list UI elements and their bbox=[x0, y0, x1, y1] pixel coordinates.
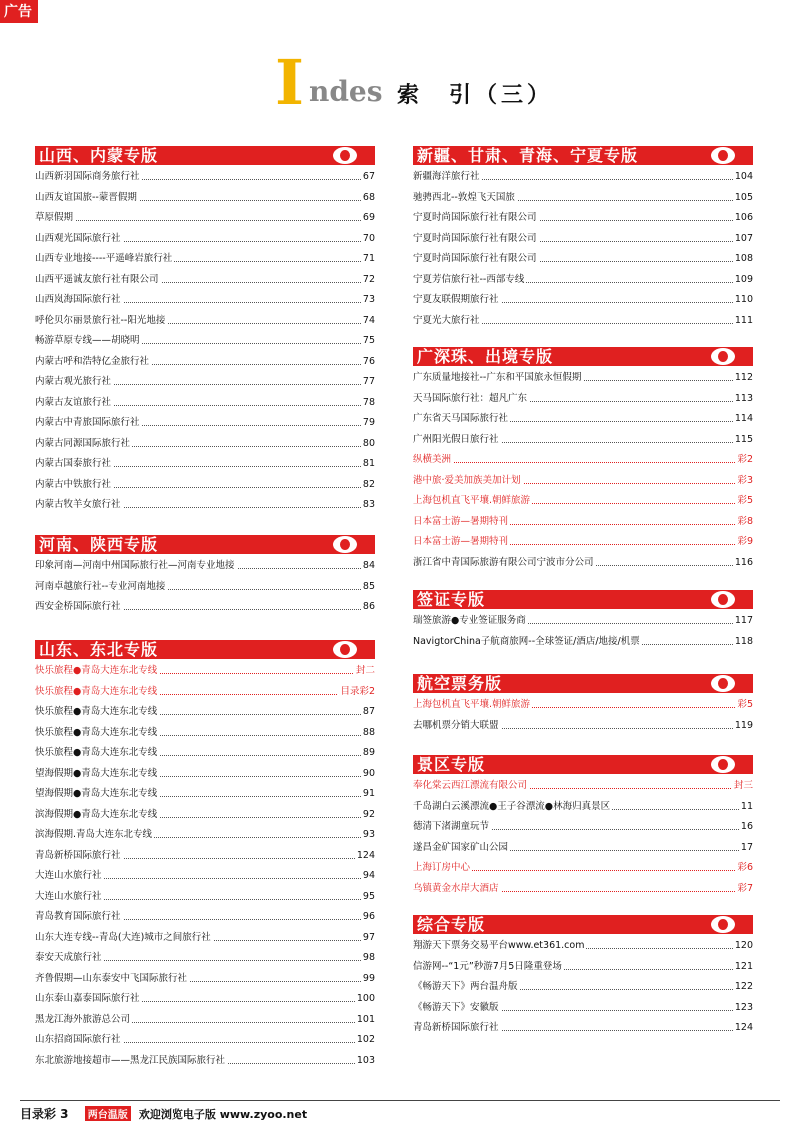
entry-page: 98 bbox=[361, 948, 375, 969]
index-entry[interactable] bbox=[413, 532, 753, 553]
index-list bbox=[35, 167, 375, 516]
entry-page: 82 bbox=[361, 475, 375, 496]
entry-page: 封三 bbox=[732, 776, 753, 797]
entry-name: 东北旅游地接超市——黑龙江民族国际旅行社 bbox=[35, 1051, 227, 1072]
index-entry[interactable] bbox=[35, 989, 375, 1010]
entry-name: 内蒙古友谊旅行社 bbox=[35, 393, 113, 414]
index-entry[interactable] bbox=[413, 270, 753, 291]
index-entry[interactable] bbox=[413, 838, 753, 859]
entry-name: 宁夏时尚国际旅行社有限公司 bbox=[413, 249, 539, 270]
index-entry[interactable] bbox=[413, 776, 753, 797]
page-title bbox=[275, 46, 575, 119]
index-entry[interactable] bbox=[413, 368, 753, 389]
index-entry[interactable] bbox=[413, 311, 753, 332]
index-list bbox=[413, 611, 753, 652]
index-list bbox=[35, 556, 375, 618]
entry-page: 123 bbox=[733, 998, 753, 1019]
section bbox=[413, 674, 753, 736]
entry-page: 彩5 bbox=[735, 695, 753, 716]
index-entry[interactable] bbox=[35, 577, 375, 598]
entry-name: 遂昌金矿国家矿山公园 bbox=[413, 838, 510, 859]
entry-page: 彩7 bbox=[735, 879, 753, 900]
entry-page: 106 bbox=[733, 208, 753, 229]
section-title: 综合专版 bbox=[417, 915, 486, 934]
entry-page: 16 bbox=[739, 817, 753, 838]
entry-name: 内蒙古中青旅国际旅行社 bbox=[35, 413, 142, 434]
entry-page: 彩9 bbox=[735, 532, 753, 553]
entry-name: 山西岚海国际旅行社 bbox=[35, 290, 123, 311]
entry-page: 95 bbox=[361, 887, 375, 908]
entry-name: 畅游草原专线——胡晓明 bbox=[35, 331, 142, 352]
index-entry[interactable] bbox=[35, 393, 375, 414]
entry-page: 114 bbox=[733, 409, 753, 430]
entry-name: 上海包机直飞平壤.朝鲜旅游 bbox=[413, 695, 532, 716]
entry-name: 内蒙古呼和浩特亿金旅行社 bbox=[35, 352, 151, 373]
index-entry[interactable] bbox=[35, 764, 375, 785]
index-entry[interactable] bbox=[413, 858, 753, 879]
entry-name: 德清下渚湖童玩节 bbox=[413, 817, 491, 838]
index-entry[interactable] bbox=[35, 188, 375, 209]
entry-page: 彩8 bbox=[735, 512, 753, 533]
index-entry[interactable] bbox=[35, 969, 375, 990]
entry-name: 快乐旅程●青岛大连东北专线 bbox=[35, 723, 159, 744]
section bbox=[35, 640, 375, 1071]
index-list bbox=[413, 776, 753, 899]
section-header bbox=[413, 674, 753, 693]
entry-name: 广东质量地接社--广东和平国旅永恒假期 bbox=[413, 368, 583, 389]
entry-page: 75 bbox=[361, 331, 375, 352]
index-entry[interactable] bbox=[35, 454, 375, 475]
index-entry[interactable] bbox=[413, 249, 753, 270]
entry-page: 92 bbox=[361, 805, 375, 826]
index-list bbox=[413, 167, 753, 331]
index-entry[interactable] bbox=[413, 797, 753, 818]
entry-page: 68 bbox=[361, 188, 375, 209]
index-entry[interactable] bbox=[35, 290, 375, 311]
entry-name: 快乐旅程●青岛大连东北专线 bbox=[35, 661, 159, 682]
index-entry[interactable] bbox=[413, 879, 753, 900]
entry-page: 11 bbox=[739, 797, 753, 818]
index-entry[interactable] bbox=[413, 208, 753, 229]
section-title: 签证专版 bbox=[417, 590, 486, 609]
entry-page: 72 bbox=[361, 270, 375, 291]
footer-divider bbox=[20, 1100, 780, 1101]
entry-page: 彩2 bbox=[735, 450, 753, 471]
entry-name: 《畅游天下》安徽版 bbox=[413, 998, 501, 1019]
entry-name: NavigtorChina子航商旅网--全球签证/酒店/地接/机票 bbox=[413, 632, 642, 653]
entry-name: 山东招商国际旅行社 bbox=[35, 1030, 123, 1051]
entry-page: 96 bbox=[361, 907, 375, 928]
section-header bbox=[413, 590, 753, 609]
index-entry[interactable] bbox=[35, 475, 375, 496]
index-entry[interactable] bbox=[413, 998, 753, 1019]
index-entry[interactable] bbox=[413, 632, 753, 653]
index-entry[interactable] bbox=[413, 957, 753, 978]
section-ball-icon bbox=[333, 641, 357, 658]
index-entry[interactable] bbox=[35, 1010, 375, 1031]
index-entry[interactable] bbox=[35, 805, 375, 826]
entry-name: 天马国际旅行社：超凡广东 bbox=[413, 389, 529, 410]
footer-page: 目录彩 3 bbox=[20, 1107, 69, 1121]
section-header bbox=[413, 915, 753, 934]
entry-name: 草原假期 bbox=[35, 208, 75, 229]
section-title: 山西、内蒙专版 bbox=[39, 146, 159, 165]
index-entry[interactable] bbox=[35, 249, 375, 270]
entry-name: 乌镇黄金水岸大酒店 bbox=[413, 879, 501, 900]
index-entry[interactable] bbox=[35, 846, 375, 867]
entry-name: 大连山水旅行社 bbox=[35, 887, 104, 908]
section-ball-icon bbox=[711, 916, 735, 933]
section-ball-icon bbox=[711, 147, 735, 164]
entry-page: 74 bbox=[361, 311, 375, 332]
index-entry[interactable] bbox=[35, 495, 375, 516]
index-entry[interactable] bbox=[413, 695, 753, 716]
entry-page: 90 bbox=[361, 764, 375, 785]
entry-page: 103 bbox=[355, 1051, 375, 1072]
section-title: 景区专版 bbox=[417, 755, 486, 774]
entry-name: 信游网--“1元”秒游7月5日隆重登场 bbox=[413, 957, 564, 978]
entry-name: 青岛新桥国际旅行社 bbox=[35, 846, 123, 867]
section bbox=[35, 146, 375, 516]
entry-page: 124 bbox=[355, 846, 375, 867]
index-entry[interactable] bbox=[35, 702, 375, 723]
entry-page: 105 bbox=[733, 188, 753, 209]
entry-name: 港中旅·爱美加族美加计划 bbox=[413, 471, 523, 492]
entry-page: 100 bbox=[355, 989, 375, 1010]
entry-name: 上海包机直飞平壤.朝鲜旅游 bbox=[413, 491, 532, 512]
entry-name: 山东大连专线--青岛(大连)城市之间旅行社 bbox=[35, 928, 213, 949]
entry-page: 119 bbox=[733, 716, 753, 737]
index-entry[interactable] bbox=[35, 556, 375, 577]
title-rest: ndes bbox=[309, 75, 383, 108]
section-ball-icon bbox=[333, 536, 357, 553]
index-entry[interactable] bbox=[413, 716, 753, 737]
entry-name: 泰安天成旅行社 bbox=[35, 948, 104, 969]
entry-page: 73 bbox=[361, 290, 375, 311]
section-ball-icon bbox=[711, 756, 735, 773]
entry-name: 翔游天下票务交易平台www.et361.com bbox=[413, 936, 586, 957]
entry-name: 山西平遥诚友旅行社有限公司 bbox=[35, 270, 161, 291]
entry-page: 113 bbox=[733, 389, 753, 410]
entry-name: 日本富士游—暑期特刊 bbox=[413, 512, 510, 533]
entry-name: 日本富士游—暑期特刊 bbox=[413, 532, 510, 553]
entry-page: 67 bbox=[361, 167, 375, 188]
section-title: 河南、陕西专版 bbox=[39, 535, 159, 554]
entry-name: 浙江省中青国际旅游有限公司宁波市分公司 bbox=[413, 553, 596, 574]
index-entry[interactable] bbox=[35, 907, 375, 928]
index-entry[interactable] bbox=[35, 208, 375, 229]
index-entry[interactable] bbox=[35, 597, 375, 618]
entry-name: 宁夏时尚国际旅行社有限公司 bbox=[413, 208, 539, 229]
entry-name: 山东泰山嘉泰国际旅行社 bbox=[35, 989, 142, 1010]
ad-label: 广告 bbox=[0, 0, 38, 23]
entry-name: 宁夏芳信旅行社--西部专线 bbox=[413, 270, 526, 291]
section-header bbox=[35, 535, 375, 554]
entry-page: 85 bbox=[361, 577, 375, 598]
entry-page: 122 bbox=[733, 977, 753, 998]
entry-page: 彩5 bbox=[735, 491, 753, 512]
entry-page: 彩3 bbox=[735, 471, 753, 492]
entry-name: 呼伦贝尔丽景旅行社--阳光地接 bbox=[35, 311, 167, 332]
entry-page: 94 bbox=[361, 866, 375, 887]
index-entry[interactable] bbox=[35, 928, 375, 949]
entry-name: 内蒙古观光旅行社 bbox=[35, 372, 113, 393]
index-list bbox=[413, 936, 753, 1039]
entry-name: 宁夏时尚国际旅行社有限公司 bbox=[413, 229, 539, 250]
entry-page: 104 bbox=[733, 167, 753, 188]
index-entry[interactable] bbox=[35, 372, 375, 393]
entry-page: 封二 bbox=[354, 661, 375, 682]
section-header bbox=[35, 146, 375, 165]
entry-name: 山西友谊国旅--蒙晋假期 bbox=[35, 188, 139, 209]
entry-page: 111 bbox=[733, 311, 753, 332]
section bbox=[413, 590, 753, 652]
entry-name: 河南卓越旅行社--专业河南地接 bbox=[35, 577, 167, 598]
entry-page: 89 bbox=[361, 743, 375, 764]
entry-name: 千岛湖白云溪漂流●王子谷漂流●林海归真景区 bbox=[413, 797, 612, 818]
title-big-letter: I bbox=[275, 46, 305, 119]
entry-page: 97 bbox=[361, 928, 375, 949]
index-entry[interactable] bbox=[413, 1018, 753, 1039]
entry-page: 78 bbox=[361, 393, 375, 414]
entry-page: 目录彩2 bbox=[338, 682, 375, 703]
entry-page: 120 bbox=[733, 936, 753, 957]
index-entry[interactable] bbox=[413, 491, 753, 512]
index-entry[interactable] bbox=[35, 167, 375, 188]
entry-name: 齐鲁假期—山东泰安中飞国际旅行社 bbox=[35, 969, 189, 990]
index-entry[interactable] bbox=[35, 1030, 375, 1051]
entry-page: 88 bbox=[361, 723, 375, 744]
index-entry[interactable] bbox=[413, 471, 753, 492]
index-list bbox=[35, 661, 375, 1071]
leader-dots bbox=[413, 462, 753, 463]
index-entry[interactable] bbox=[413, 977, 753, 998]
entry-page: 117 bbox=[733, 611, 753, 632]
index-entry[interactable] bbox=[35, 229, 375, 250]
index-entry[interactable] bbox=[413, 229, 753, 250]
entry-name: 内蒙古国泰旅行社 bbox=[35, 454, 113, 475]
entry-page: 79 bbox=[361, 413, 375, 434]
entry-page: 115 bbox=[733, 430, 753, 451]
index-entry[interactable] bbox=[35, 784, 375, 805]
entry-page: 99 bbox=[361, 969, 375, 990]
entry-name: 瑞签旅游●专业签证服务商 bbox=[413, 611, 528, 632]
entry-name: 快乐旅程●青岛大连东北专线 bbox=[35, 743, 159, 764]
entry-name: 上海订房中心 bbox=[413, 858, 472, 879]
index-entry[interactable] bbox=[35, 434, 375, 455]
entry-page: 83 bbox=[361, 495, 375, 516]
entry-name: 山西专业地接----平遥峰岩旅行社 bbox=[35, 249, 174, 270]
entry-page: 121 bbox=[733, 957, 753, 978]
entry-page: 101 bbox=[355, 1010, 375, 1031]
entry-name: 大连山水旅行社 bbox=[35, 866, 104, 887]
index-entry[interactable] bbox=[413, 817, 753, 838]
entry-page: 77 bbox=[361, 372, 375, 393]
index-entry[interactable] bbox=[35, 743, 375, 764]
index-list bbox=[413, 368, 753, 573]
entry-page: 69 bbox=[361, 208, 375, 229]
index-entry[interactable] bbox=[35, 413, 375, 434]
index-entry[interactable] bbox=[413, 430, 753, 451]
entry-page: 86 bbox=[361, 597, 375, 618]
entry-name: 山西观光国际旅行社 bbox=[35, 229, 123, 250]
entry-page: 124 bbox=[733, 1018, 753, 1039]
entry-name: 内蒙古中铁旅行社 bbox=[35, 475, 113, 496]
entry-name: 广东省天马国际旅行社 bbox=[413, 409, 510, 430]
entry-name: 内蒙古同源国际旅行社 bbox=[35, 434, 132, 455]
entry-name: 宁夏友联假期旅行社 bbox=[413, 290, 501, 311]
entry-page: 70 bbox=[361, 229, 375, 250]
entry-name: 印象河南—河南中州国际旅行社—河南专业地接 bbox=[35, 556, 237, 577]
index-entry[interactable] bbox=[413, 188, 753, 209]
section bbox=[413, 755, 753, 899]
entry-page: 112 bbox=[733, 368, 753, 389]
entry-page: 彩6 bbox=[735, 858, 753, 879]
section-header bbox=[413, 146, 753, 165]
entry-name: 广州阳光假日旅行社 bbox=[413, 430, 501, 451]
entry-name: 纵横美洲 bbox=[413, 450, 453, 471]
entry-name: 滨海假期●青岛大连东北专线 bbox=[35, 805, 159, 826]
entry-name: 青岛新桥国际旅行社 bbox=[413, 1018, 501, 1039]
index-entry[interactable] bbox=[413, 936, 753, 957]
section-title: 山东、东北专版 bbox=[39, 640, 159, 659]
section-header bbox=[35, 640, 375, 659]
entry-name: 快乐旅程●青岛大连东北专线 bbox=[35, 682, 159, 703]
entry-page: 76 bbox=[361, 352, 375, 373]
entry-page: 109 bbox=[733, 270, 753, 291]
entry-page: 118 bbox=[733, 632, 753, 653]
section-ball-icon bbox=[711, 348, 735, 365]
index-entry[interactable] bbox=[35, 270, 375, 291]
section bbox=[413, 915, 753, 1039]
entry-name: 望海假期●青岛大连东北专线 bbox=[35, 764, 159, 785]
index-entry[interactable] bbox=[35, 682, 375, 703]
entry-page: 84 bbox=[361, 556, 375, 577]
entry-page: 102 bbox=[355, 1030, 375, 1051]
entry-name: 奉化棠云西江漂流有限公司 bbox=[413, 776, 529, 797]
entry-name: 山西新羽国际商务旅行社 bbox=[35, 167, 142, 188]
section bbox=[413, 347, 753, 573]
index-list bbox=[413, 695, 753, 736]
entry-page: 110 bbox=[733, 290, 753, 311]
entry-name: 黑龙江海外旅游总公司 bbox=[35, 1010, 132, 1031]
entry-page: 108 bbox=[733, 249, 753, 270]
section-title: 新疆、甘肃、青海、宁夏专版 bbox=[417, 146, 639, 165]
entry-name: 新疆海洋旅行社 bbox=[413, 167, 482, 188]
index-entry[interactable] bbox=[35, 1051, 375, 1072]
index-entry[interactable] bbox=[413, 553, 753, 574]
section-ball-icon bbox=[711, 591, 735, 608]
entry-name: 宁夏光大旅行社 bbox=[413, 311, 482, 332]
entry-name: 去哪机票分销大联盟 bbox=[413, 716, 501, 737]
index-entry[interactable] bbox=[35, 352, 375, 373]
index-entry[interactable] bbox=[35, 887, 375, 908]
section-header bbox=[413, 755, 753, 774]
entry-name: 西安金桥国际旅行社 bbox=[35, 597, 123, 618]
index-entry[interactable] bbox=[413, 389, 753, 410]
entry-name: 青岛教育国际旅行社 bbox=[35, 907, 123, 928]
index-entry[interactable] bbox=[413, 290, 753, 311]
entry-page: 80 bbox=[361, 434, 375, 455]
leader-dots bbox=[35, 220, 375, 221]
entry-page: 107 bbox=[733, 229, 753, 250]
index-entry[interactable] bbox=[35, 723, 375, 744]
footer bbox=[20, 1105, 307, 1122]
index-entry[interactable] bbox=[413, 512, 753, 533]
index-entry[interactable] bbox=[35, 311, 375, 332]
entry-page: 17 bbox=[739, 838, 753, 859]
index-entry[interactable] bbox=[35, 825, 375, 846]
index-entry[interactable] bbox=[413, 450, 753, 471]
index-entry[interactable] bbox=[413, 167, 753, 188]
entry-name: 滨海假期.青岛大连东北专线 bbox=[35, 825, 154, 846]
entry-name: 《畅游天下》两台温舟版 bbox=[413, 977, 520, 998]
entry-name: 驰骋西北--敦煌飞天国旅 bbox=[413, 188, 517, 209]
index-entry[interactable] bbox=[413, 409, 753, 430]
section-ball-icon bbox=[711, 675, 735, 692]
section-title: 航空票务版 bbox=[417, 674, 503, 693]
section bbox=[35, 535, 375, 618]
section-title: 广深珠、出境专版 bbox=[417, 347, 554, 366]
entry-page: 87 bbox=[361, 702, 375, 723]
entry-name: 快乐旅程●青岛大连东北专线 bbox=[35, 702, 159, 723]
entry-page: 93 bbox=[361, 825, 375, 846]
index-entry[interactable] bbox=[35, 866, 375, 887]
title-cn: 索 引（三） bbox=[397, 83, 554, 108]
entry-name: 内蒙古牧羊女旅行社 bbox=[35, 495, 123, 516]
footer-tag: 两台温版 bbox=[85, 1106, 131, 1121]
section-ball-icon bbox=[333, 147, 357, 164]
section bbox=[413, 146, 753, 331]
index-entry[interactable] bbox=[413, 611, 753, 632]
entry-name: 望海假期●青岛大连东北专线 bbox=[35, 784, 159, 805]
entry-page: 71 bbox=[361, 249, 375, 270]
index-entry[interactable] bbox=[35, 331, 375, 352]
entry-page: 91 bbox=[361, 784, 375, 805]
index-entry[interactable] bbox=[35, 948, 375, 969]
entry-page: 116 bbox=[733, 553, 753, 574]
entry-page: 81 bbox=[361, 454, 375, 475]
index-entry[interactable] bbox=[35, 661, 375, 682]
footer-text[interactable]: 欢迎浏览电子版 www.zyoo.net bbox=[138, 1108, 308, 1121]
section-header bbox=[413, 347, 753, 366]
